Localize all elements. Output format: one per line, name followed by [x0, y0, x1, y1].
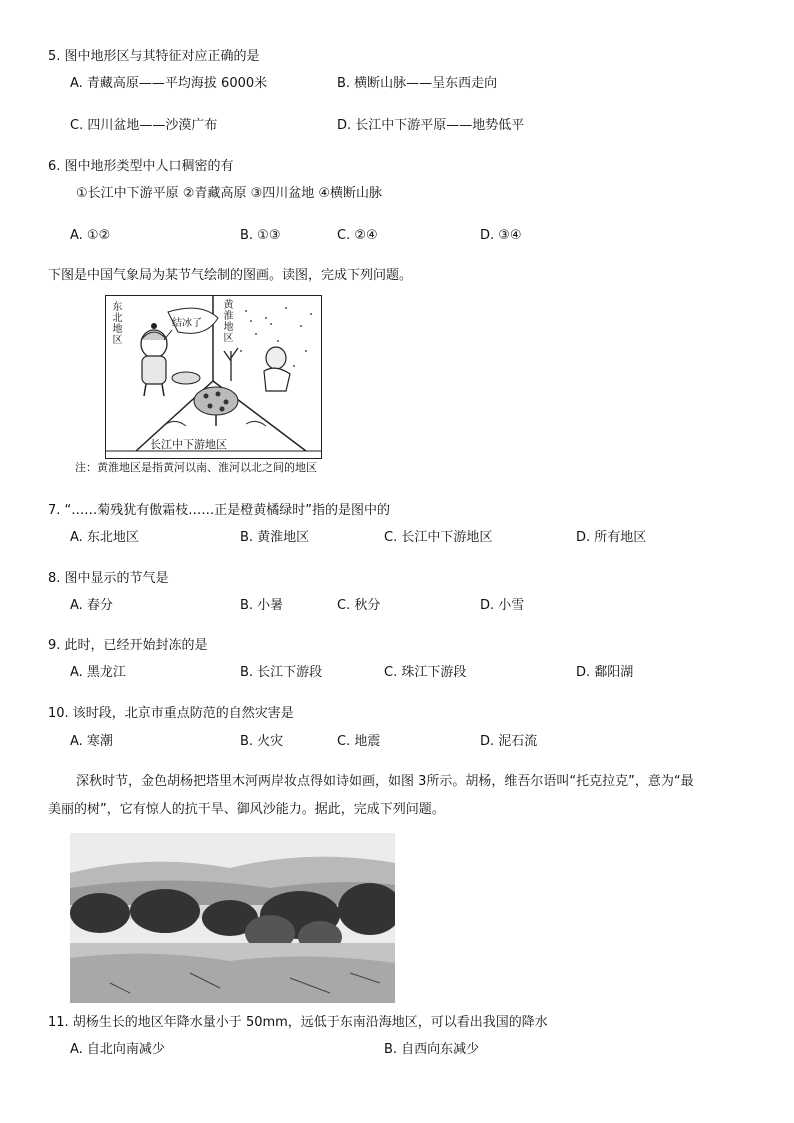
q6-option-d: D. ③④	[480, 228, 522, 243]
q5-stem: 5. 图中地形区与其特征对应正确的是	[48, 49, 260, 64]
label-huanghuai: 黄淮地区	[223, 300, 234, 344]
solar-term-cartoon	[105, 295, 322, 459]
q5-option-b: B. 横断山脉——呈东西走向	[337, 76, 498, 91]
q7-option-c: C. 长江中下游地区	[384, 530, 493, 545]
q11-option-a: A. 自北向南减少	[70, 1042, 165, 1057]
passage-line-1: 深秋时节，金色胡杨把塔里木河两岸妆点得如诗如画，如图 3所示。胡杨，维吾尔语叫“托克拉克”，意为“最	[76, 774, 694, 789]
q6-option-c: C. ②④	[337, 228, 378, 243]
speech-bubble-text: 结冰了	[172, 318, 202, 329]
passage-line-2: 美丽的树”，它有惊人的抗干旱、御风沙能力。据此，完成下列问题。	[48, 802, 445, 817]
q8-option-d: D. 小雪	[480, 598, 525, 613]
q9-stem: 9. 此时，已经开始封冻的是	[48, 638, 208, 653]
q10-option-d: D. 泥石流	[480, 734, 538, 749]
q7-option-d: D. 所有地区	[576, 530, 647, 545]
q5-option-a: A. 青藏高原——平均海拔 6000米	[70, 76, 268, 91]
cartoon-drawing	[106, 296, 321, 458]
q6-items: ①长江中下游平原 ②青藏高原 ③四川盆地 ④横断山脉	[76, 186, 383, 201]
populus-photo	[70, 833, 395, 1003]
q6-stem: 6. 图中地形类型中人口稠密的有	[48, 159, 234, 174]
q10-option-a: A. 寒潮	[70, 734, 113, 749]
q8-stem: 8. 图中显示的节气是	[48, 571, 169, 586]
q10-option-c: C. 地震	[337, 734, 381, 749]
label-yangtze: 长江中下游地区	[150, 438, 227, 451]
label-northeast: 东北地区	[112, 302, 123, 346]
figure1-note: 注：黄淮地区是指黄河以南、淮河以北之间的地区	[75, 461, 317, 474]
q5-option-c: C. 四川盆地——沙漠广布	[70, 118, 218, 133]
q8-option-b: B. 小暑	[240, 598, 284, 613]
q7-option-a: A. 东北地区	[70, 530, 139, 545]
q11-stem: 11. 胡杨生长的地区年降水量小于 50mm，远低于东南沿海地区，可以看出我国的降水	[48, 1015, 548, 1030]
figure1-intro: 下图是中国气象局为某节气绘制的图画。读图，完成下列问题。	[48, 268, 413, 283]
q10-option-b: B. 火灾	[240, 734, 284, 749]
q7-option-b: B. 黄淮地区	[240, 530, 310, 545]
q10-stem: 10. 该时段，北京市重点防范的自然灾害是	[48, 706, 294, 721]
photo-drawing	[70, 833, 395, 1003]
q11-option-b: B. 自西向东减少	[384, 1042, 480, 1057]
q9-option-d: D. 鄱阳湖	[576, 665, 634, 680]
q6-option-a: A. ①②	[70, 228, 111, 243]
q8-option-c: C. 秋分	[337, 598, 381, 613]
q7-stem: 7. “……菊残犹有傲霜枝……正是橙黄橘绿时”指的是图中的	[48, 503, 391, 518]
q9-option-c: C. 珠江下游段	[384, 665, 467, 680]
q5-option-d: D. 长江中下游平原——地势低平	[337, 118, 525, 133]
q6-option-b: B. ①③	[240, 228, 281, 243]
q9-option-b: B. 长江下游段	[240, 665, 323, 680]
q9-option-a: A. 黑龙江	[70, 665, 126, 680]
q8-option-a: A. 春分	[70, 598, 113, 613]
